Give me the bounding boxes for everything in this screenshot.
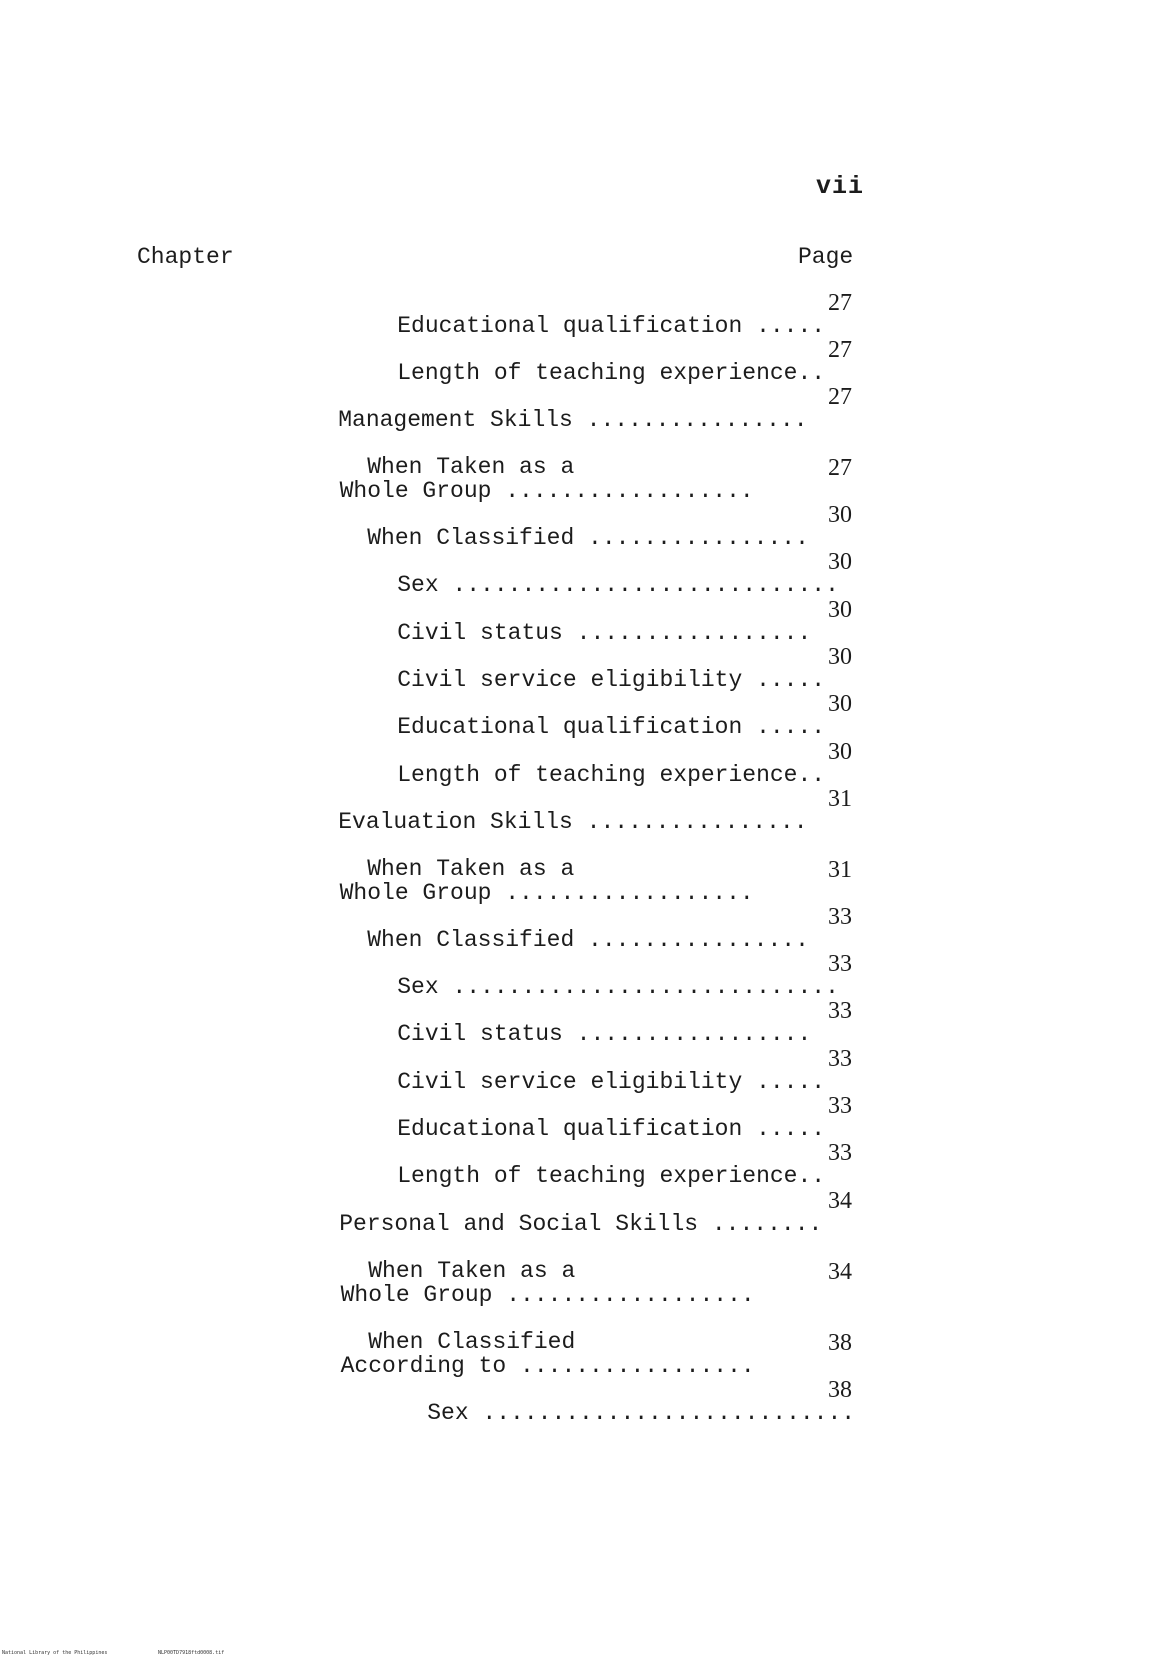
toc-label: Length of teaching experience.. [397, 1163, 826, 1189]
toc-page: 27 [828, 384, 852, 410]
toc-label: Length of teaching experience.. [397, 762, 826, 788]
toc-label: Length of teaching experience.. [397, 360, 826, 386]
toc-page: 31 [828, 786, 852, 812]
toc-page: 34 [828, 1188, 852, 1214]
toc-label: When Taken as a Whole Group .................. [340, 1258, 755, 1308]
toc-page: 30 [828, 691, 852, 717]
toc-page: 27 [828, 290, 852, 316]
toc-label: Sex ............................ [397, 974, 839, 1000]
toc-label: When Taken as a Whole Group .................. [339, 856, 754, 906]
toc-label: Evaluation Skills ................ [338, 809, 808, 835]
toc-page: 38 [828, 1377, 852, 1403]
chapter-column-header: Chapter [137, 244, 234, 270]
toc-label: Sex ............................ [397, 572, 839, 598]
toc-page: 30 [828, 549, 852, 575]
toc-page: 33 [828, 951, 852, 977]
toc-page: 27 [828, 337, 852, 363]
toc-page: 30 [828, 644, 852, 670]
toc-label: Educational qualification ..... [397, 313, 826, 339]
toc-label: Civil service eligibility ..... [397, 667, 826, 693]
footer-filename: NLP00TD7918ftd0008.tif [158, 1650, 225, 1656]
toc-entry [372, 1377, 855, 1449]
toc-label: When Classified According to ................. [340, 1329, 755, 1379]
toc-page: 34 [828, 1259, 852, 1285]
toc-label: Civil service eligibility ..... [397, 1069, 826, 1095]
toc-page: 33 [828, 904, 852, 930]
toc-page: 27 [828, 455, 852, 481]
toc-label: When Classified ................ [367, 525, 809, 551]
toc-label: Educational qualification ..... [397, 714, 826, 740]
toc-page: 33 [828, 1093, 852, 1119]
toc-label: Civil status ................. [397, 620, 812, 646]
toc-label: Civil status ................. [397, 1021, 812, 1047]
toc-label: When Taken as a Whole Group .................. [339, 454, 754, 504]
footer-credit: National Library of the Philippines [2, 1650, 108, 1656]
toc-page: 33 [828, 998, 852, 1024]
toc-label: Educational qualification ..... [397, 1116, 826, 1142]
toc-page: 30 [828, 597, 852, 623]
toc-page: 30 [828, 502, 852, 528]
toc-page: 33 [828, 1046, 852, 1072]
toc-page: 31 [828, 857, 852, 883]
page-number: vii [816, 172, 865, 201]
toc-page: 30 [828, 739, 852, 765]
toc-label: Personal and Social Skills ........ [339, 1211, 823, 1237]
toc-label: Management Skills ................ [338, 407, 808, 433]
toc-page: 38 [828, 1330, 852, 1356]
toc-label: Sex ........................... [427, 1400, 856, 1426]
toc-label: When Classified ................ [367, 927, 809, 953]
page-column-header: Page [798, 244, 854, 270]
toc-page: 33 [828, 1140, 852, 1166]
